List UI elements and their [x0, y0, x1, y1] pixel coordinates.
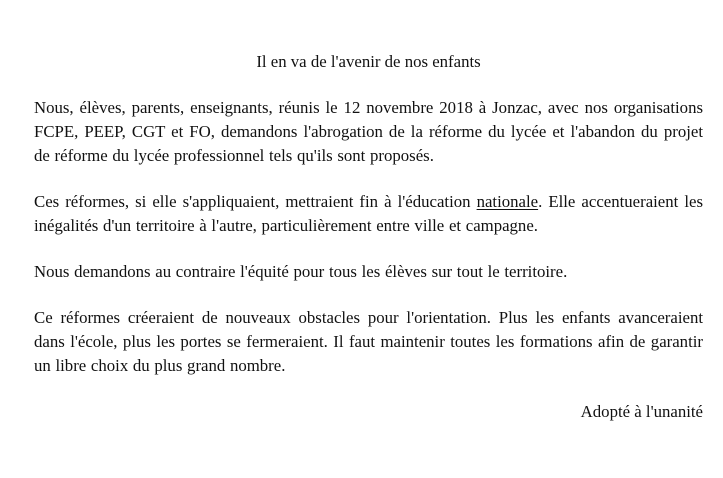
paragraph-equity: Nous demandons au contraire l'équité pour tous les élèves sur tout le territoire. — [34, 262, 568, 281]
paragraph-reforms-effect-end: . Elle accentueraient les inégalités d'un territoire à l'autre, particulièrement entre ville et campagne. — [34, 192, 703, 235]
paragraph-demands: Nous, élèves, parents, enseignants, réunis le 12 novembre 2018 à Jonzac, avec nos organisations FCPE, PEEP, CGT et FO, demandons l'abrogation de la réforme du lycée et l'abandon du projet de réforme du lycée professionnel tels qu'ils sont proposés. — [34, 98, 703, 165]
paragraph-orientation: Ce réformes créeraient de nouveaux obstacles pour l'orientation. Plus les enfants avanceraient dans l'école, plus les portes se fermeraient. Il faut maintenir toutes les formations afin de garantir un libre choix du plus grand nombre. — [34, 308, 703, 375]
underlined-word-nationale: nationale — [476, 192, 539, 211]
paragraph-reforms-effect — [34, 190, 703, 238]
paragraph-reforms-effect-start: Ces réformes, si elle s'appliquaient, mettraient fin à l'éducation — [34, 192, 477, 211]
document-page — [34, 50, 703, 424]
document-title: Il en va de l'avenir de nos enfants — [256, 52, 481, 71]
signature-adopted: Adopté à l'unanité — [580, 402, 703, 421]
